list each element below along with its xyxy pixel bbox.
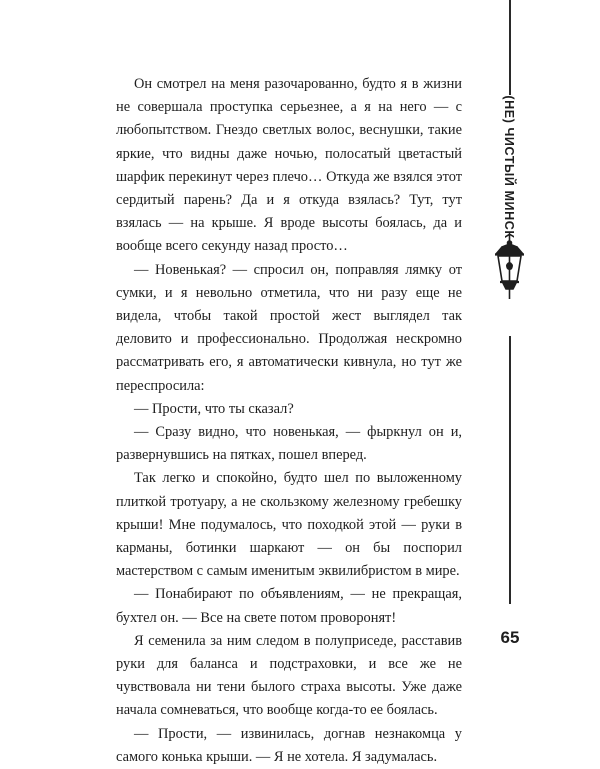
paragraph: Он смотрел на меня разочарованно, будто я в жизни не совершала проступка серьезнее, а я на него — с любопытством. Гнездо светлых волос, веснушки, такие яркие, что видны даже ночью, полосатый цветастый шарфик перекинут через плечо… Откуда же взялся этот сердитый парень? Да и я откуда взялась? Тут, тут взялась — на крыше. Я вроде высоты боялась, да и вообще всего секунду назад просто… <box>116 76 462 255</box>
margin-rule-top <box>509 0 511 95</box>
paragraph: — Прости, — извинилась, догнав незнакомца у самого конька крыши. — Я не хотела. Я задумалась. <box>116 725 462 765</box>
paragraph: Я семенила за ним следом в полуприседе, расставив руки для баланса и подстраховки, и все же не чувствовала ни тени былого страха высоты. Уже даже начала сомневаться, что вообще когда-то ее боялась. <box>116 632 462 719</box>
page-number: 65 <box>500 628 520 647</box>
street-lantern-icon <box>493 235 526 299</box>
paragraph: — Новенькая? — спросил он, поправляя лямку от сумки, и я невольно отметила, что ни разу еще не видела, чтобы такой простой жест выглядел так деловито и профессионально. Продолжая нескромно рассматривать его, я автоматически кивнула, но тут же переспросила: <box>116 261 462 394</box>
body-text <box>116 73 462 769</box>
paragraph: — Прости, что ты сказал? <box>134 400 294 417</box>
paragraph: — Понабирают по объявлениям, — не прекращая, бухтел он. — Все на свете потом проворонят! <box>116 586 462 626</box>
paragraph: Так легко и спокойно, будто шел по выложенному плиткой тротуару, а не скользкому железному гребешку крыши! Мне подумалось, что походкой этой — руки в карманы, ботинки шаркают — он бы поспорил мастерством с самым именитым эквилибристом в мире. <box>116 470 462 580</box>
running-header: (НЕ) ЧИСТЫЙ МИНСК <box>502 95 516 239</box>
paragraph: — Сразу видно, что новенькая, — фыркнул он и, развернувшись на пятках, пошел вперед. <box>116 424 462 464</box>
margin-rule-bottom <box>509 336 511 604</box>
